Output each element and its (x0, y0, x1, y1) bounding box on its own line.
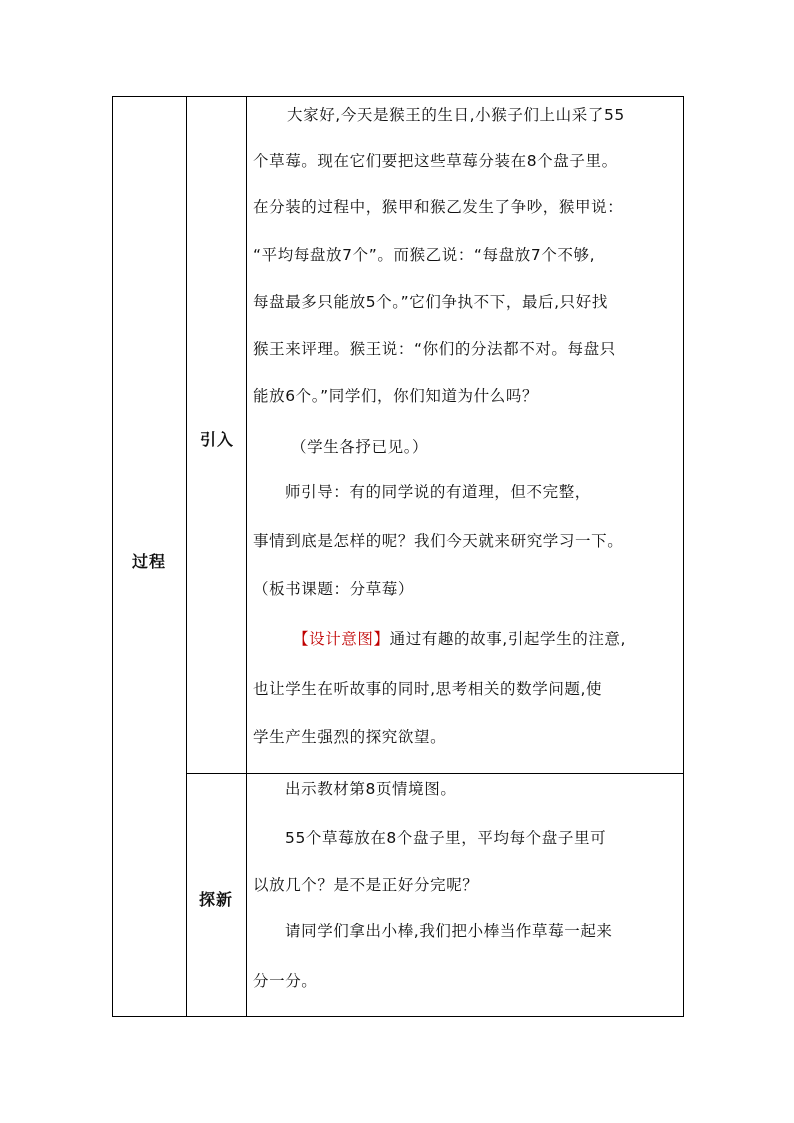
intro-line: 事情到底是怎样的呢？我们今天就来研究学习一下。 (253, 532, 624, 550)
process-label: 过程 (132, 552, 167, 571)
intro-line: （板书课题：分草莓） (253, 580, 415, 598)
intro-line: 通过有趣的故事,引起学生的注意, (389, 630, 627, 648)
intro-line: 每盘最多只能放5个。”它们争执不下，最后,只好找 (253, 293, 608, 311)
intro-line: “平均每盘放7个”。而猴乙说：“每盘放7个不够, (253, 246, 596, 264)
lesson-table (112, 96, 684, 1017)
column-divider-1 (186, 97, 187, 1016)
explore-line: 以放几个？是不是正好分完呢？ (253, 876, 479, 894)
intro-line: 大家好,今天是猴王的生日,小猴子们上山采了55 (287, 106, 625, 124)
intro-line: 能放6个。”同学们，你们知道为什么吗？ (253, 387, 539, 405)
explore-line: 55个草莓放在8个盘子里，平均每个盘子里可 (285, 829, 607, 847)
explore-line: 出示教材第8页情境图。 (285, 780, 457, 798)
column-divider-2 (246, 97, 247, 1016)
intro-line: （学生各抒已见。） (291, 438, 429, 456)
intro-label: 引入 (200, 430, 235, 449)
intro-line: 在分装的过程中，猴甲和猴乙发生了争吵，猴甲说： (253, 198, 624, 216)
intro-line: 师引导：有的同学说的有道理，但不完整， (285, 483, 591, 501)
intro-line: 也让学生在听故事的同时,思考相关的数学问题,使 (253, 680, 603, 698)
intro-line: 学生产生强烈的探究欲望。 (253, 728, 447, 746)
intro-line: 猴王来评理。猴王说：“你们的分法都不对。每盘只 (253, 340, 616, 358)
row-divider (186, 773, 683, 774)
design-intent-tag: 【设计意图】 (293, 630, 390, 648)
design-intent-line (253, 627, 681, 649)
intro-line: 个草莓。现在它们要把这些草莓分装在8个盘子里。 (253, 152, 618, 170)
explore-line: 分一分。 (253, 972, 318, 990)
explore-label: 探新 (199, 890, 234, 909)
explore-line: 请同学们拿出小棒,我们把小棒当作草莓一起来 (285, 922, 613, 940)
